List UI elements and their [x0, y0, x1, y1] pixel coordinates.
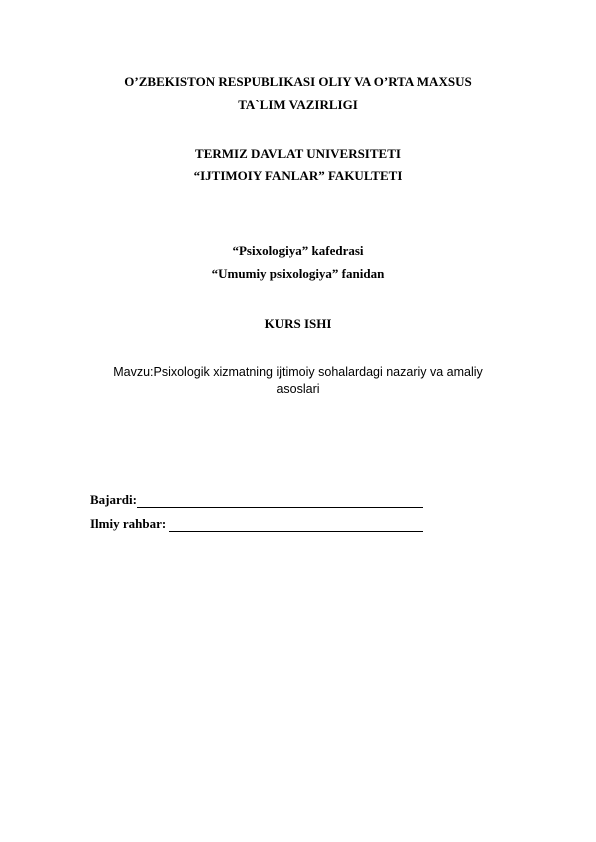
supervisor-field: [90, 516, 423, 532]
faculty-name: “IJTIMOIY FANLAR” FAKULTETI: [193, 168, 403, 183]
document-type: KURS ISHI: [264, 316, 332, 331]
ministry-line-1: O’ZBEKISTON RESPUBLIKASI OLIY VA O’RTA MAXSUS: [124, 74, 472, 89]
author-field: [90, 492, 423, 508]
department-name: “Psixologiya” kafedrasi: [232, 243, 364, 258]
topic: Mavzu:Psixologik xizmatning ijtimoiy sohalardagi nazariy va amaliy asoslari: [113, 365, 483, 396]
university-name: TERMIZ DAVLAT UNIVERSITETI: [195, 146, 401, 161]
author-blank-line: [137, 494, 423, 508]
supervisor-label: Ilmiy rahbar:: [90, 516, 170, 531]
ministry-line-2: TA`LIM VAZIRLIGI: [238, 97, 358, 112]
subject-name: “Umumiy psixologiya” fanidan: [211, 266, 385, 281]
author-label: Bajardi:: [90, 492, 137, 507]
supervisor-blank-line: [169, 518, 423, 532]
